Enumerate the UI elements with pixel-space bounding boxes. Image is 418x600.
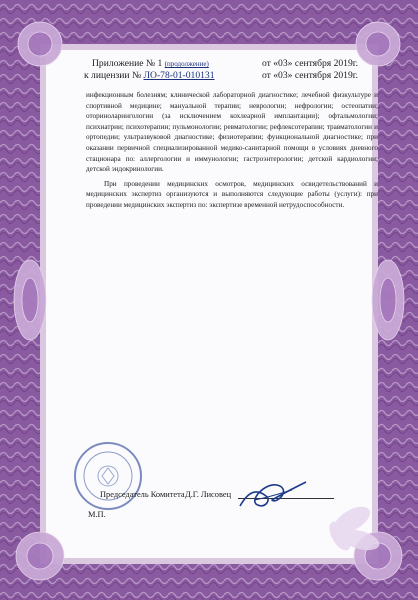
appendix-label: Приложение № 1 (продолжение) [92, 58, 209, 69]
ornament-right-mid-icon [372, 260, 404, 340]
date-line-2: от «03» сентября 2019г. [262, 70, 359, 81]
handwritten-signature-icon [236, 470, 310, 514]
appendix-note: (продолжение) [164, 60, 209, 68]
official-stamp-icon [72, 440, 144, 512]
ornament-left-mid-icon [14, 260, 46, 340]
body-paragraph-2: При проведении медицинских осмотров, медицинских освидетельствований и медицинских экспертиз организуются и выполняются следующие работы (услуги): при проведении медицинских экспертиз по: экспертизе временной нетрудоспособности. [86, 179, 378, 209]
ornament-top-left-icon [18, 22, 62, 66]
stamp-place-label: М.П. [88, 510, 106, 519]
date-line-1: от «03» сентября 2019г. [262, 58, 359, 69]
license-label: к лицензии № ЛО-78-01-010131 [84, 70, 215, 81]
document-body [86, 90, 378, 211]
ornament-flower-bottom-right-icon [325, 501, 382, 554]
signature-title: Председатель Комитета [100, 490, 185, 499]
license-number: ЛО-78-01-010131 [143, 70, 215, 81]
ornament-bottom-left-icon [16, 532, 64, 580]
ornament-top-right-icon [356, 22, 400, 66]
body-paragraph-1: инфекционным болезням; клинической лабораторной диагностике; лечебной физкультуре и спортивной медицине; мануальной терапии; неврологии; нефрологии; остеопатии; оториноларингологии (за исключением кохлеарной имплантации); офтальмологии; психиатрии; психотерапии; пульмонологии; ревматологии; рефлексотерапии; травматологии и ортопедии; ультразвуковой диагностике; физиотерапии; функциональной диагностике; при оказании первичной специализированной медико-санитарной помощи в условиях дневного стационара по: аллергологии и иммунологии; гастроэнтерологии; детской кардиологии; детской эндокринологии. [86, 91, 378, 174]
signatory-name: Д.Г. Лисовец [185, 490, 232, 499]
